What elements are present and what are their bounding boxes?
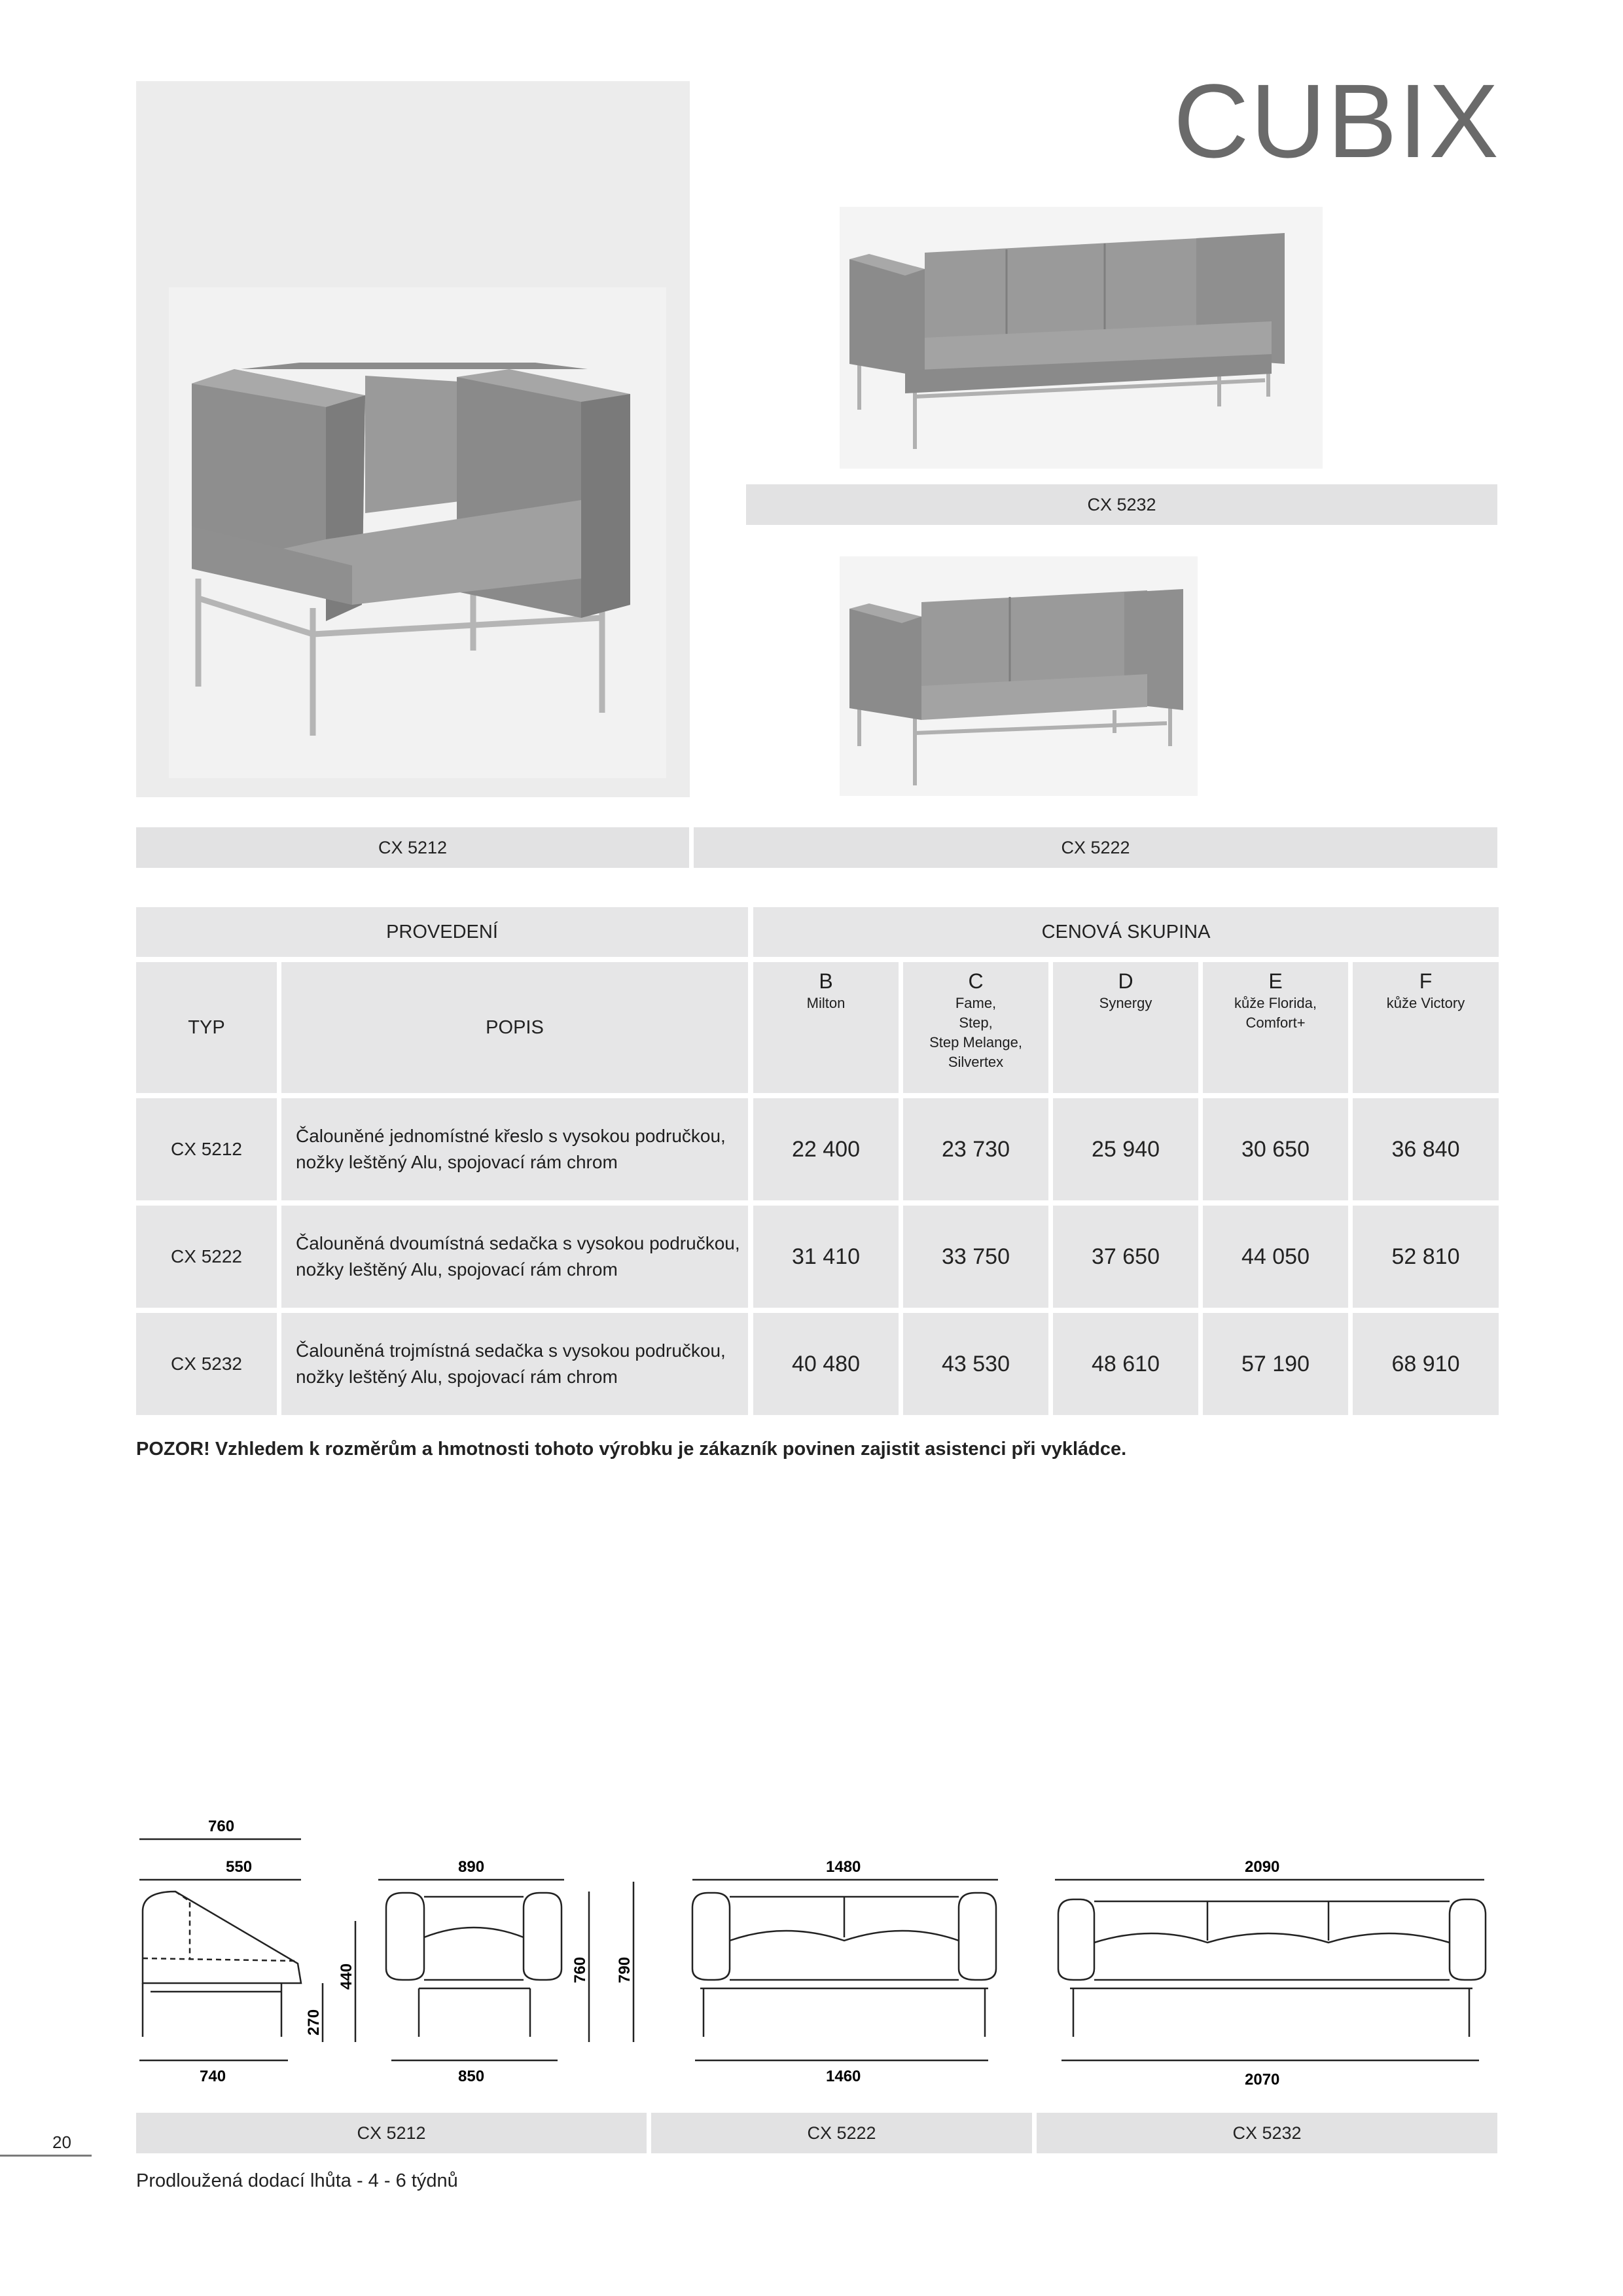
group-fabric: Synergy [1099,995,1152,1011]
group-fabric: Silvertex [948,1054,1004,1070]
sofa-two-seat-photo [840,556,1198,796]
price-group-c [903,962,1048,1093]
price-cell: 31 410 [753,1206,899,1308]
label-cx5232: CX 5232 [746,484,1497,525]
dim-armchair-top: 890 [458,1858,485,1876]
dim-sofa3-top: 2090 [1245,1858,1280,1876]
description-line: Čalouněné jednomístné křeslo s vysokou područkou, [296,1126,726,1146]
group-fabric: Step Melange, [929,1034,1022,1050]
price-group-e [1203,962,1348,1093]
label-cx5212: CX 5212 [136,827,689,868]
dim-armchair-bottom: 850 [458,2068,485,2085]
price-cell: 40 480 [753,1313,899,1415]
dim-armchair-h1: 760 [571,1956,589,1983]
row-description [281,1098,748,1200]
delivery-footnote: Prodloužená dodací lhůta - 4 - 6 týdnů [136,2170,458,2191]
dim-sofa2-top: 1480 [826,1858,861,1876]
page-number: 20 [52,2132,71,2152]
description-line: nožky leštěný Alu, spojovací rám chrom [296,1259,618,1280]
group-fabric: kůže Florida, [1234,995,1317,1011]
group-fabric: Comfort+ [1245,1014,1306,1031]
price-cell: 44 050 [1203,1206,1348,1308]
dim-side-h1: 270 [305,2009,323,2036]
group-fabric: Step, [959,1014,993,1031]
price-cell: 43 530 [903,1313,1048,1415]
group-fabric: kůže Victory [1386,995,1465,1011]
group-letter: D [1118,969,1133,993]
row-description [281,1206,748,1308]
page-number-rule [0,2155,92,2157]
page-title: CUBIX [1173,62,1500,179]
price-cell: 36 840 [1353,1098,1499,1200]
group-letter: E [1268,969,1283,993]
row-typ: CX 5222 [136,1206,277,1308]
two-seat-sofa-illustration [840,556,1198,796]
description-line: Čalouněná trojmístná sedačka s vysokou područkou, [296,1340,726,1361]
label-cx5222: CX 5222 [694,827,1497,868]
header-provedeni: PROVEDENÍ [136,907,748,957]
group-fabric: Milton [806,995,846,1011]
armchair-illustration [136,81,690,797]
description-line: Čalouněná dvoumístná sedačka s vysokou područkou, [296,1233,740,1253]
drawing-label-cx5212: CX 5212 [136,2113,647,2153]
dim-armchair-h2: 790 [616,1956,633,1983]
dim-side-bottom: 740 [200,2068,226,2085]
price-cell: 22 400 [753,1098,899,1200]
row-typ: CX 5212 [136,1098,277,1200]
armchair-photo [136,81,690,797]
dim-side-top: 760 [208,1818,235,1835]
price-group-b [753,962,899,1093]
group-letter: B [819,969,833,993]
sofa-three-seat-photo [840,207,1323,469]
dim-sofa3-bottom: 2070 [1245,2071,1280,2089]
row-description [281,1313,748,1415]
description-line: nožky leštěný Alu, spojovací rám chrom [296,1367,618,1387]
price-cell: 37 650 [1053,1206,1198,1308]
group-letter: C [968,969,984,993]
drawing-label-cx5232: CX 5232 [1037,2113,1497,2153]
price-group-f [1353,962,1499,1093]
header-popis: POPIS [281,962,748,1093]
price-cell: 33 750 [903,1206,1048,1308]
dim-side-h2: 440 [338,1963,355,1990]
price-cell: 25 940 [1053,1098,1198,1200]
price-cell: 48 610 [1053,1313,1198,1415]
drawing-label-cx5222: CX 5222 [651,2113,1032,2153]
price-cell: 23 730 [903,1098,1048,1200]
technical-drawings [0,1793,1623,2160]
price-cell: 57 190 [1203,1313,1348,1415]
header-cenova-skupina: CENOVÁ SKUPINA [753,907,1499,957]
header-typ: TYP [136,962,277,1093]
price-cell: 52 810 [1353,1206,1499,1308]
delivery-warning: POZOR! Vzhledem k rozměrům a hmotnosti tohoto výrobku je zákazník povinen zajistit asistenci při vykládce. [136,1439,1127,1460]
group-fabric: Fame, [955,995,997,1011]
price-cell: 68 910 [1353,1313,1499,1415]
three-seat-sofa-illustration [840,207,1323,469]
group-letter: F [1419,969,1433,993]
price-group-d [1053,962,1198,1093]
dim-sofa2-bottom: 1460 [826,2068,861,2085]
dim-side-seat: 550 [226,1858,253,1876]
price-cell: 30 650 [1203,1098,1348,1200]
row-typ: CX 5232 [136,1313,277,1415]
description-line: nožky leštěný Alu, spojovací rám chrom [296,1152,618,1172]
